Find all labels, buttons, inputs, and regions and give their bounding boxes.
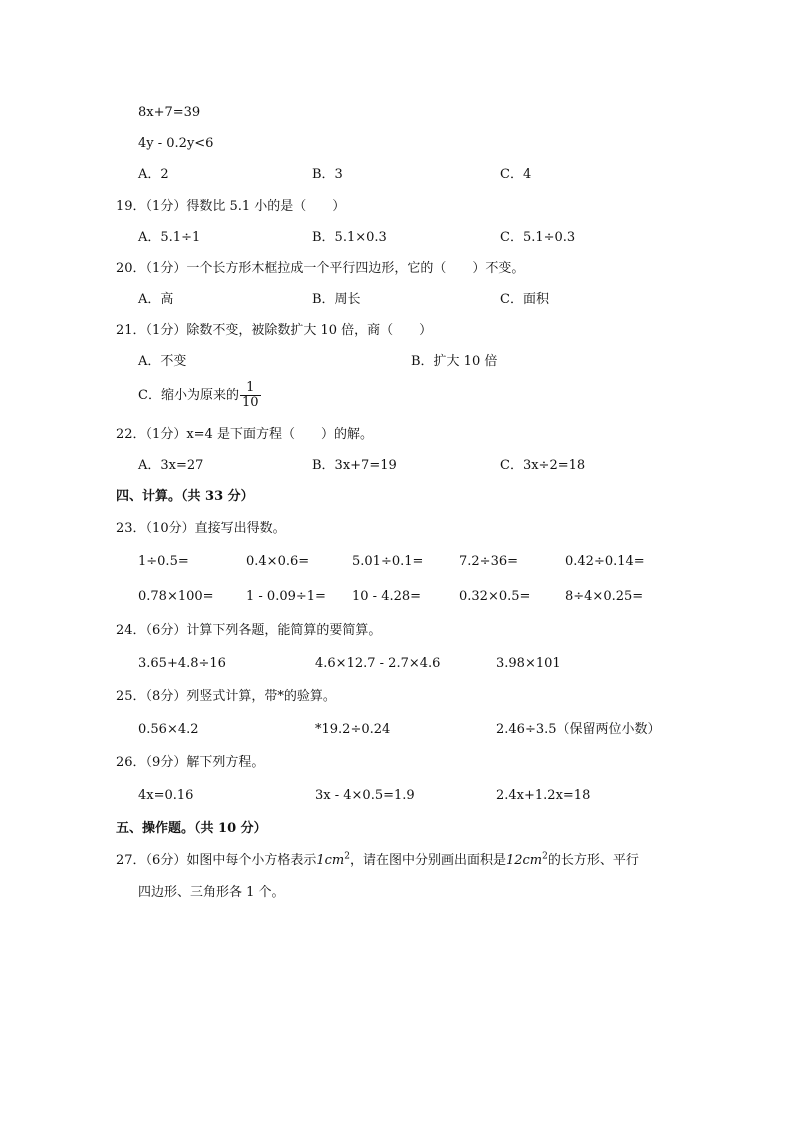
q23-stem: 23．（10分）直接写出得数。 [116, 521, 286, 536]
q21-option-c-prefix: C．缩小为原来的 [138, 388, 239, 403]
section-4-heading: 四、计算。（共 33 分） [116, 489, 254, 504]
q19-stem: 19．（1分）得数比 5.1 小的是（ ） [116, 199, 346, 214]
q27-sup-2: 2 [542, 851, 548, 862]
q19-option-a: A．5.1÷1 [138, 230, 201, 245]
equation-1: 8x+7=39 [138, 105, 201, 120]
q27-text-a: 27．（6分）如图中每个小方格表示 [116, 853, 317, 868]
q25-item-1: 0.56×4.2 [138, 722, 199, 737]
q25-item-2: *19.2÷0.24 [315, 722, 391, 737]
q23-r1-item-4: 7.2÷36= [459, 554, 519, 569]
q24-item-3: 3.98×101 [496, 656, 561, 671]
q23-r2-item-4: 0.32×0.5= [459, 589, 531, 604]
fraction-one-tenth [240, 381, 261, 410]
q20-option-c: C．面积 [500, 292, 549, 307]
q27-line-1 [116, 852, 639, 870]
fraction-numerator: 1 [240, 381, 261, 396]
q27-unit-2: 12cm [505, 853, 543, 868]
q20-option-b: B．周长 [312, 292, 361, 307]
q24-item-1: 3.65+4.8÷16 [138, 656, 226, 671]
q19-option-b: B．5.1×0.3 [312, 230, 387, 245]
q23-r1-item-3: 5.01÷0.1= [352, 554, 424, 569]
equation-2: 4y - 0.2y<6 [138, 136, 214, 151]
q20-option-a: A．高 [138, 292, 174, 307]
q21-option-c [138, 380, 261, 412]
q27-text-b: ，请在图中分别画出面积是 [349, 853, 506, 868]
q26-item-3: 2.4x+1.2x=18 [496, 788, 591, 803]
q24-stem: 24．（6分）计算下列各题，能简算的要简算。 [116, 623, 382, 638]
q23-r1-item-1: 1÷0.5= [138, 554, 189, 569]
q25-stem: 25．（8分）列竖式计算，带*的验算。 [116, 689, 336, 704]
q26-stem: 26．（9分）解下列方程。 [116, 755, 265, 770]
q18-option-c: C．4 [500, 167, 532, 182]
q23-r2-item-3: 10 - 4.28= [352, 589, 422, 604]
q27-unit-1: 1cm [316, 853, 345, 868]
q27-text-c: 的长方形、平行 [547, 853, 639, 868]
q22-option-a: A．3x=27 [138, 458, 204, 473]
section-5-heading: 五、操作题。（共 10 分） [116, 821, 267, 836]
q22-option-c: C．3x÷2=18 [500, 458, 586, 473]
q23-r2-item-5: 8÷4×0.25= [565, 589, 644, 604]
q21-option-a: A．不变 [138, 354, 187, 369]
q18-option-b: B．3 [312, 167, 343, 182]
q26-item-1: 4x=0.16 [138, 788, 194, 803]
q18-option-a: A．2 [138, 167, 169, 182]
q23-r1-item-5: 0.42÷0.14= [565, 554, 645, 569]
q23-r1-item-2: 0.4×0.6= [246, 554, 310, 569]
q23-r2-item-2: 1 - 0.09÷1= [246, 589, 326, 604]
q24-item-2: 4.6×12.7 - 2.7×4.6 [315, 656, 441, 671]
q27-line-2: 四边形、三角形各 1 个。 [138, 885, 285, 900]
q25-item-3: 2.46÷3.5（保留两位小数） [496, 722, 661, 737]
q22-option-b: B．3x+7=19 [312, 458, 397, 473]
q21-option-b: B．扩大 10 倍 [411, 354, 498, 369]
q23-r2-item-1: 0.78×100= [138, 589, 214, 604]
fraction-denominator: 10 [241, 395, 259, 410]
q20-stem: 20．（1分）一个长方形木框拉成一个平行四边形，它的（ ）不变。 [116, 261, 525, 276]
q19-option-c: C．5.1÷0.3 [500, 230, 576, 245]
q21-stem: 21．（1分）除数不变，被除数扩大 10 倍，商（ ） [116, 323, 433, 338]
q26-item-2: 3x - 4×0.5=1.9 [315, 788, 415, 803]
q22-stem: 22．（1分）x=4 是下面方程（ ）的解。 [116, 427, 373, 442]
q27-sup-1: 2 [344, 851, 350, 862]
